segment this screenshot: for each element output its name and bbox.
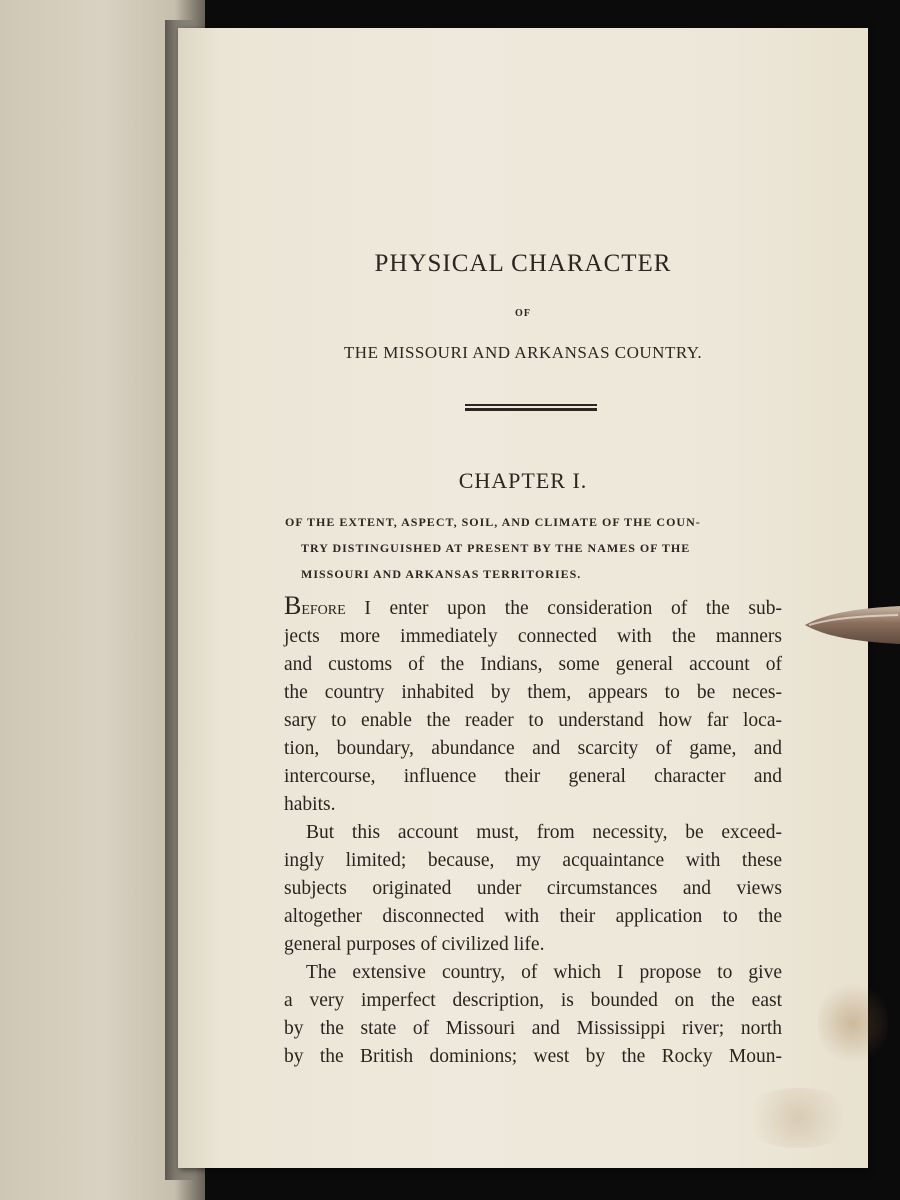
title-connector: OF: [515, 308, 531, 319]
summary-line: OF THE EXTENT, ASPECT, SOIL, AND CLIMATE OF THE COUN-: [285, 515, 701, 529]
body-text: [284, 592, 782, 1071]
body-line: habits.: [284, 794, 336, 815]
body-line: intercourse, influence their general character and: [284, 766, 782, 787]
title-rule-thick: [465, 408, 597, 411]
page-stain: [818, 978, 888, 1068]
body-line: sary to enable the reader to understand how far loca-: [284, 710, 782, 731]
body-line: tion, boundary, abundance and scarcity of game, and: [284, 738, 782, 759]
body-line: Before I enter upon the consideration of the sub-: [284, 591, 782, 620]
page-stain: [738, 1088, 858, 1148]
body-line: subjects originated under circumstances and views: [284, 878, 782, 899]
chapter-heading: CHAPTER I.: [458, 468, 588, 493]
body-line: general purposes of civilized life.: [284, 934, 545, 955]
body-line: But this account must, from necessity, be exceed-: [306, 822, 782, 843]
drop-cap: B: [284, 591, 302, 620]
chapter-summary: [285, 509, 777, 587]
small-caps-word: efore: [301, 598, 346, 619]
body-line: the country inhabited by them, appears to be neces-: [284, 682, 782, 703]
page-title: PHYSICAL CHARACTER: [374, 250, 672, 277]
summary-line: TRY DISTINGUISHED AT PRESENT BY THE NAMES OF THE: [301, 541, 691, 555]
title-rule-thin: [465, 404, 597, 406]
body-line: jects more immediately connected with the manners: [284, 626, 782, 647]
body-line: by the state of Missouri and Mississippi river; north: [284, 1018, 782, 1039]
bookmark-tab-icon: [803, 602, 900, 648]
body-line: by the British dominions; west by the Rocky Moun-: [284, 1046, 782, 1067]
page-subtitle: THE MISSOURI AND ARKANSAS COUNTRY.: [343, 343, 703, 362]
body-line: ingly limited; because, my acquaintance with these: [284, 850, 782, 871]
body-line: The extensive country, of which I propose to give: [306, 962, 782, 983]
body-line: and customs of the Indians, some general account of: [284, 654, 782, 675]
summary-line: MISSOURI AND ARKANSAS TERRITORIES.: [301, 567, 582, 581]
body-line: a very imperfect description, is bounded on the east: [284, 990, 782, 1011]
body-line: altogether disconnected with their application to the: [284, 906, 782, 927]
